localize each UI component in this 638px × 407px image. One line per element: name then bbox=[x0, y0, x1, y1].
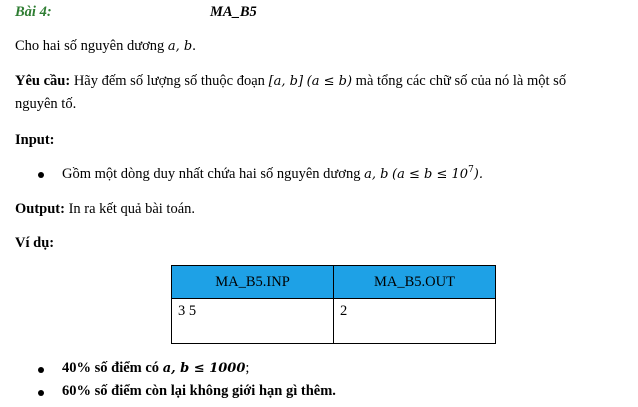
table-row bbox=[172, 299, 496, 344]
title-row bbox=[15, 4, 615, 21]
intro-vars: a, b bbox=[167, 39, 193, 54]
output-text: In ra kết quả bài toán. bbox=[64, 201, 196, 217]
intro-paragraph bbox=[15, 38, 196, 55]
input-bullet-end: ). bbox=[473, 166, 484, 182]
requirement-range: [a, b] bbox=[268, 74, 304, 89]
requirement-line-1 bbox=[15, 73, 566, 90]
input-heading bbox=[15, 132, 55, 149]
intro-text: Cho hai số nguyên dương bbox=[15, 38, 168, 54]
problem-number: Bài 4: bbox=[15, 4, 52, 20]
requirement-line-2 bbox=[15, 96, 76, 113]
table-header-inp: MA_B5.INP bbox=[172, 266, 334, 299]
table-header-row bbox=[172, 266, 496, 299]
input-bullet-cond: (a ≤ b ≤ 10 bbox=[392, 166, 469, 182]
input-bullet-vars: a, b bbox=[364, 166, 389, 182]
constraint-1-prefix: 40% số điểm có bbox=[62, 360, 163, 376]
input-label: Input: bbox=[15, 132, 55, 148]
input-bullet-text: Gồm một dòng duy nhất chứa hai số nguyên dương bbox=[62, 165, 365, 182]
requirement-text-3: nguyên tố. bbox=[15, 96, 77, 112]
input-bullet bbox=[38, 165, 483, 183]
output-label: Output: bbox=[15, 201, 65, 217]
example-label: Ví dụ: bbox=[15, 235, 55, 251]
problem-code: MA_B5 bbox=[210, 4, 257, 20]
table-cell-inp: 3 5 bbox=[172, 299, 334, 344]
constraint-2-text: 60% số điểm còn lại không giới hạn gì thêm. bbox=[62, 383, 336, 399]
requirement-condition: (a ≤ b) bbox=[306, 74, 353, 89]
table-header-out: MA_B5.OUT bbox=[334, 266, 496, 299]
constraint-bullet-1 bbox=[38, 360, 249, 377]
example-heading bbox=[15, 235, 54, 252]
example-table bbox=[171, 265, 496, 344]
output-paragraph bbox=[15, 201, 195, 218]
requirement-text-2: mà tổng các chữ số của nó là một số bbox=[352, 73, 567, 89]
constraint-1-suffix: ; bbox=[245, 360, 250, 376]
intro-end: . bbox=[192, 38, 196, 54]
requirement-text-1: Hãy đếm số lượng số thuộc đoạn bbox=[70, 73, 269, 89]
input-bullet-exponent: 7 bbox=[468, 165, 474, 175]
constraint-1-vars: a, b ≤ 1000 bbox=[162, 361, 246, 376]
requirement-label: Yêu cầu: bbox=[15, 73, 71, 89]
constraint-bullet-2 bbox=[38, 383, 336, 400]
table-cell-out: 2 bbox=[334, 299, 496, 344]
